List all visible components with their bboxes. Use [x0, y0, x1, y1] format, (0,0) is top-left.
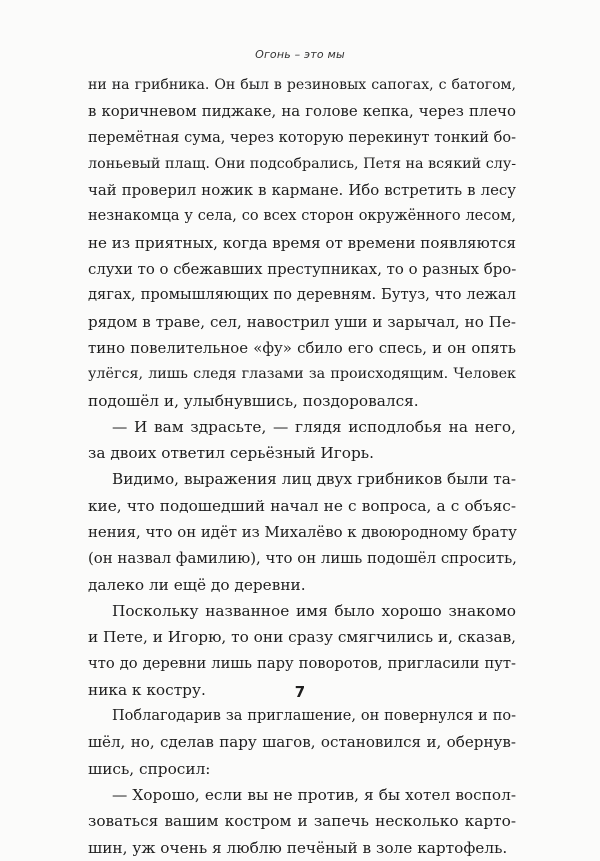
text-line: тино повелительное «фу» сбило его спесь, и он опять	[88, 338, 516, 357]
text-line: шин, уж очень я люблю печёный в золе картофель.	[88, 838, 508, 857]
text-line: Видимо, выражения лиц двух грибников были та-	[112, 470, 516, 489]
text-line: нения, что он идёт из Михалёво к двоюродному брату	[88, 523, 517, 542]
body-text	[88, 72, 516, 861]
text-line: чай проверил ножик в кармане. Ибо встретить в лесу	[88, 181, 516, 200]
text-line: подошёл и, улыбнувшись, поздоровался.	[88, 391, 419, 410]
running-head: Огонь – это мы	[255, 48, 345, 61]
text-line: — И вам здрасьте, — глядя исподлобья на него,	[112, 417, 516, 436]
text-line: не из приятных, когда время от времени появляются	[88, 233, 517, 252]
text-line: за двоих ответил серьёзный Игорь.	[88, 444, 374, 463]
text-line: кие, что подошедший начал не с вопроса, а с объяс-	[88, 496, 516, 515]
text-line: ника к костру.	[88, 680, 206, 699]
text-line: дягах, промышляющих по деревням. Бутуз, что лежал	[88, 286, 516, 304]
text-line: Поблагодарив за приглашение, он повернулся и по-	[112, 708, 516, 725]
text-line: лоньевый плащ. Они подсобрались, Петя на всякий слу-	[88, 155, 517, 172]
text-line: в коричневом пиджаке, на голове кепка, через плечо	[88, 102, 516, 121]
text-line: шёл, но, сделав пару шагов, остановился и, обернув-	[88, 733, 516, 752]
text-line: улёгся, лишь следя глазами за происходящим. Человек	[88, 366, 516, 383]
text-line: рядом в траве, сел, навострил уши и зарычал, но Пе-	[88, 312, 516, 331]
text-line: перемётная сума, через которую перекинут тонкий бо-	[88, 129, 516, 146]
text-line: зоваться вашим костром и запечь несколько карто-	[88, 812, 516, 831]
text-line: и Пете, и Игорю, то они сразу смягчились и, сказав,	[88, 628, 517, 647]
text-line: — Хорошо, если вы не против, я бы хотел воспол-	[112, 786, 516, 805]
text-line: ни на грибника. Он был в резиновых сапогах, с батогом,	[88, 77, 516, 93]
text-line: слухи то о сбежавших преступниках, то о разных бро-	[88, 260, 517, 279]
text-line: Поскольку названное имя было хорошо знакомо	[112, 601, 516, 620]
text-line: шись, спросил:	[88, 759, 211, 778]
text-line: что до деревни лишь пару поворотов, пригласили пут-	[88, 654, 516, 672]
text-line: далеко ли ещё до деревни.	[88, 575, 306, 594]
text-line: незнакомца у села, со всех сторон окружённого лесом,	[88, 208, 516, 225]
page-number: 7	[294, 683, 306, 701]
text-line: (он назвал фамилию), что он лишь подошёл спросить,	[88, 549, 517, 568]
